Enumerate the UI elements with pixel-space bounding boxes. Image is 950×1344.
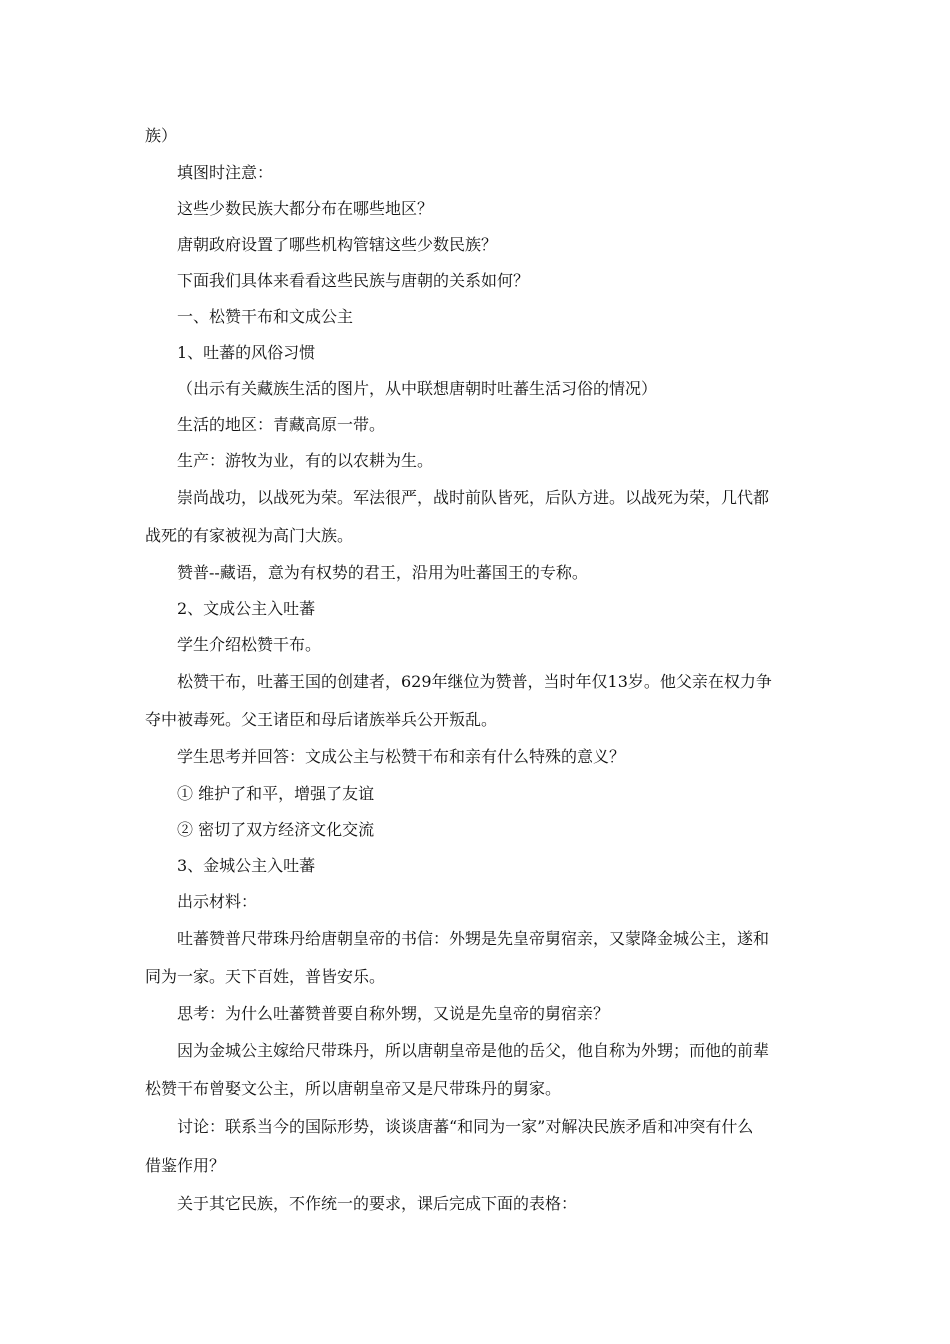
text-line: 战死的有家被视为高门大族。: [145, 526, 354, 545]
text-line: 讨论：联系当今的国际形势，谈谈唐蕃“和同为一家”对解决民族矛盾和冲突有什么: [177, 1117, 754, 1136]
text-line: 学生思考并回答：文成公主与松赞干布和亲有什么特殊的意义？: [177, 747, 626, 766]
text-line: 出示材料：: [177, 892, 258, 911]
subsection-heading: 3、金城公主入吐蕃: [177, 856, 316, 875]
text-line: 族）: [145, 126, 178, 145]
text-line: 松赞干布，吐蕃王国的创建者，629年继位为赞普，当时年仅13岁。他父亲在权力争: [177, 672, 772, 691]
text-line: 生活的地区：青藏高原一带。: [177, 415, 386, 434]
text-line: 夺中被毒死。父王诸臣和母后诸族举兵公开叛乱。: [145, 710, 498, 729]
list-item: ② 密切了双方经济文化交流: [177, 820, 375, 839]
text-line: 松赞干布曾娶文公主，所以唐朝皇帝又是尺带珠丹的舅家。: [145, 1079, 562, 1098]
subsection-heading: 1、吐蕃的风俗习惯: [177, 343, 316, 362]
text-line: （出示有关藏族生活的图片，从中联想唐朝时吐蕃生活习俗的情况）: [177, 379, 658, 398]
text-line: 唐朝政府设置了哪些机构管辖这些少数民族？: [177, 235, 498, 254]
text-line: 学生介绍松赞干布。: [177, 635, 322, 654]
text-line: 因为金城公主嫁给尺带珠丹，所以唐朝皇帝是他的岳父，他自称为外甥；而他的前辈: [177, 1041, 770, 1060]
text-line: 吐蕃赞普尺带珠丹给唐朝皇帝的书信：外甥是先皇帝舅宿亲，又蒙降金城公主，遂和: [177, 929, 770, 948]
text-line: 崇尚战功，以战死为荣。军法很严，战时前队皆死，后队方进。以战死为荣，几代都: [177, 488, 770, 507]
text-line: 思考：为什么吐蕃赞普要自称外甥，又说是先皇帝的舅宿亲？: [177, 1004, 610, 1023]
text-line: 生产：游牧为业，有的以农耕为生。: [177, 451, 434, 470]
text-line: 关于其它民族，不作统一的要求，课后完成下面的表格：: [177, 1194, 578, 1213]
text-line: 同为一家。天下百姓，普皆安乐。: [145, 967, 386, 986]
text-line: 填图时注意：: [177, 163, 274, 182]
subsection-heading: 2、文成公主入吐蕃: [177, 599, 316, 618]
list-item: ① 维护了和平，增强了友谊: [177, 784, 375, 803]
text-line: 借鉴作用？: [145, 1156, 226, 1175]
section-heading: 一、松赞干布和文成公主: [177, 307, 354, 326]
text-line: 赞普--藏语，意为有权势的君王，沿用为吐蕃国王的专称。: [177, 563, 588, 582]
text-line: 这些少数民族大都分布在哪些地区？: [177, 199, 434, 218]
text-line: 下面我们具体来看看这些民族与唐朝的关系如何？: [177, 271, 530, 290]
